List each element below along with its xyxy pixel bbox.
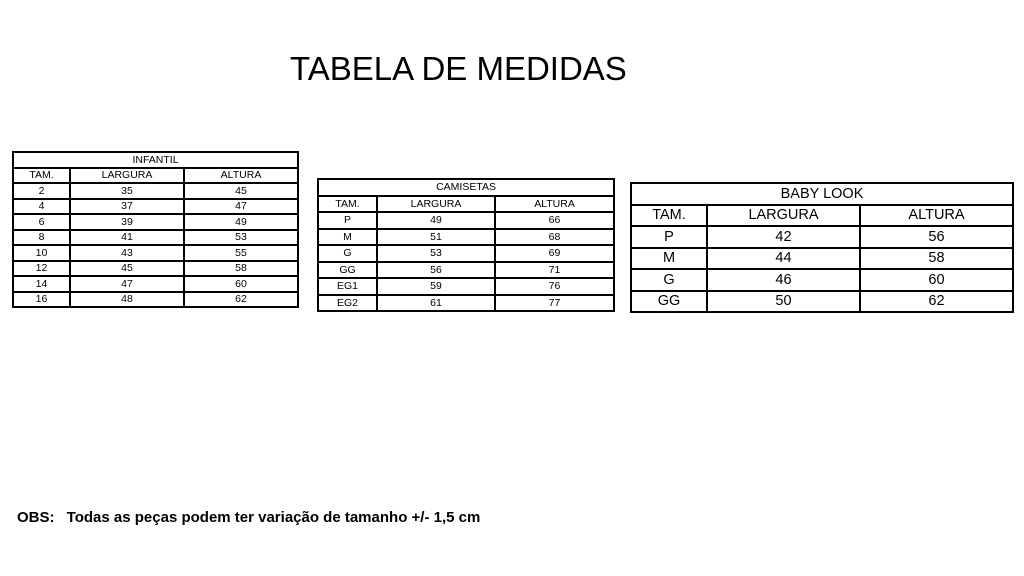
table-cell: M xyxy=(631,248,707,270)
table-cell: 50 xyxy=(707,291,860,313)
table-row xyxy=(13,199,298,215)
table-cell: 12 xyxy=(13,261,70,277)
table-cell: 45 xyxy=(184,183,298,199)
table-cell: 62 xyxy=(184,292,298,308)
table-cell: GG xyxy=(631,291,707,313)
table-cell: EG2 xyxy=(318,295,377,312)
table-cell: 51 xyxy=(377,229,495,246)
table-cell: 39 xyxy=(70,214,184,230)
table-cell: 45 xyxy=(70,261,184,277)
table-row xyxy=(631,291,1013,313)
table-row xyxy=(13,276,298,292)
table-cell: 68 xyxy=(495,229,614,246)
table-row xyxy=(13,214,298,230)
column-header: LARGURA xyxy=(377,196,495,213)
table-cell: 76 xyxy=(495,278,614,295)
table-row xyxy=(318,212,614,229)
table-cell: 8 xyxy=(13,230,70,246)
column-header: TAM. xyxy=(13,168,70,184)
table-cell: 48 xyxy=(70,292,184,308)
observation-label: OBS: xyxy=(17,509,55,526)
table-cell: 37 xyxy=(70,199,184,215)
table-cell: 61 xyxy=(377,295,495,312)
table-cell: 56 xyxy=(860,226,1013,248)
table-cell: 46 xyxy=(707,269,860,291)
table-cell: 47 xyxy=(70,276,184,292)
table-title: CAMISETAS xyxy=(318,179,614,196)
table-title: INFANTIL xyxy=(13,152,298,168)
table-cell: 53 xyxy=(184,230,298,246)
column-header: LARGURA xyxy=(707,205,860,227)
table-row xyxy=(631,269,1013,291)
table-cell: 35 xyxy=(70,183,184,199)
table-cell: 10 xyxy=(13,245,70,261)
page-title: TABELA DE MEDIDAS xyxy=(290,50,627,87)
table-row xyxy=(631,226,1013,248)
size-table-infantil xyxy=(12,151,299,308)
table-cell: 58 xyxy=(860,248,1013,270)
size-table-camisetas xyxy=(317,178,615,312)
table-cell: 58 xyxy=(184,261,298,277)
table-cell: 49 xyxy=(377,212,495,229)
column-header: TAM. xyxy=(318,196,377,213)
table-cell: P xyxy=(631,226,707,248)
table-cell: 69 xyxy=(495,245,614,262)
table-header-row xyxy=(631,205,1013,227)
table-cell: 62 xyxy=(860,291,1013,313)
table-cell: 55 xyxy=(184,245,298,261)
table-cell: 60 xyxy=(184,276,298,292)
table-cell: G xyxy=(631,269,707,291)
table-row xyxy=(318,278,614,295)
table-cell: 77 xyxy=(495,295,614,312)
table-cell: 44 xyxy=(707,248,860,270)
table-cell: G xyxy=(318,245,377,262)
table-cell: 49 xyxy=(184,214,298,230)
column-header: ALTURA xyxy=(860,205,1013,227)
table-header-row xyxy=(318,196,614,213)
table-row xyxy=(318,229,614,246)
observation-note xyxy=(17,509,480,526)
table-cell: 16 xyxy=(13,292,70,308)
table-cell: 60 xyxy=(860,269,1013,291)
table-row xyxy=(13,245,298,261)
table-cell: 41 xyxy=(70,230,184,246)
table-cell: 53 xyxy=(377,245,495,262)
table-cell: 6 xyxy=(13,214,70,230)
column-header: ALTURA xyxy=(495,196,614,213)
table-cell: GG xyxy=(318,262,377,279)
table-header-row xyxy=(13,168,298,184)
table-row xyxy=(631,248,1013,270)
table-cell: 43 xyxy=(70,245,184,261)
table-row xyxy=(13,183,298,199)
table-cell: 47 xyxy=(184,199,298,215)
column-header: TAM. xyxy=(631,205,707,227)
observation-text: Todas as peças podem ter variação de tamanho +/- 1,5 cm xyxy=(66,509,481,526)
table-cell: M xyxy=(318,229,377,246)
table-row xyxy=(13,230,298,246)
table-row xyxy=(318,262,614,279)
table-title: BABY LOOK xyxy=(631,183,1013,205)
table-cell: 66 xyxy=(495,212,614,229)
table-cell: 71 xyxy=(495,262,614,279)
table-cell: 56 xyxy=(377,262,495,279)
table-cell: 4 xyxy=(13,199,70,215)
table-row xyxy=(318,245,614,262)
column-header: LARGURA xyxy=(70,168,184,184)
table-row xyxy=(13,261,298,277)
table-cell: EG1 xyxy=(318,278,377,295)
table-cell: 59 xyxy=(377,278,495,295)
table-cell: 42 xyxy=(707,226,860,248)
column-header: ALTURA xyxy=(184,168,298,184)
size-table-baby-look xyxy=(630,182,1014,313)
table-row xyxy=(318,295,614,312)
table-cell: 14 xyxy=(13,276,70,292)
table-row xyxy=(13,292,298,308)
table-cell: 2 xyxy=(13,183,70,199)
table-cell: P xyxy=(318,212,377,229)
